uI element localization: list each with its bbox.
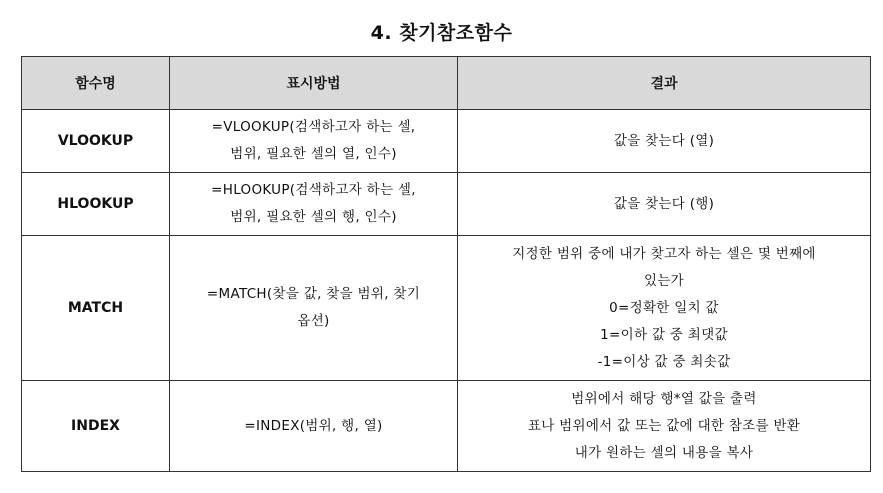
header-syntax: 표시방법 [170, 57, 458, 110]
function-name-cell: INDEX [22, 381, 170, 472]
syntax-cell [170, 173, 458, 236]
result-line: 있는가 [643, 272, 685, 289]
syntax-cell [170, 110, 458, 173]
function-name-cell: HLOOKUP [22, 173, 170, 236]
table-row [22, 381, 871, 472]
header-result: 결과 [458, 57, 871, 110]
result-line: 0=정확한 일치 값 [609, 299, 719, 316]
syntax-cell [170, 236, 458, 381]
page-title: 4. 찾기참조함수 [370, 22, 513, 44]
syntax-line: 범위, 필요한 셀의 열, 인수) [230, 146, 397, 162]
header-function-name: 함수명 [22, 57, 170, 110]
result-line: 표나 범위에서 값 또는 값에 대한 참조를 반환 [527, 417, 801, 434]
syntax-line: =MATCH(찾을 값, 찾을 범위, 찾기 [206, 286, 421, 302]
result-cell [458, 173, 871, 236]
syntax-line: 범위, 필요한 셀의 행, 인수) [230, 209, 397, 225]
table-row [22, 236, 871, 381]
result-line: 내가 원하는 셀의 내용을 복사 [574, 444, 754, 461]
result-line: 값을 찾는다 (열) [613, 132, 715, 149]
syntax-line: =HLOOKUP(검색하고자 하는 셀, [211, 182, 416, 198]
function-name-cell: VLOOKUP [22, 110, 170, 173]
result-line: 범위에서 해당 행*열 값을 출력 [571, 390, 757, 407]
result-cell [458, 110, 871, 173]
syntax-cell [170, 381, 458, 472]
result-line: 1=이하 값 중 최댓값 [600, 326, 728, 343]
lookup-functions-table [21, 56, 871, 472]
syntax-line: 옵션) [297, 313, 330, 329]
result-line: 지정한 범위 중에 내가 찾고자 하는 셀은 몇 번째에 [512, 245, 816, 262]
table-header-row [22, 57, 871, 110]
table-row [22, 173, 871, 236]
table-row [22, 110, 871, 173]
syntax-line: =INDEX(범위, 행, 열) [244, 417, 383, 434]
result-line: -1=이상 값 중 최솟값 [597, 353, 731, 370]
function-name-cell: MATCH [22, 236, 170, 381]
result-cell [458, 381, 871, 472]
syntax-line: =VLOOKUP(검색하고자 하는 셀, [211, 119, 416, 135]
result-line: 값을 찾는다 (행) [613, 195, 715, 212]
result-cell [458, 236, 871, 381]
